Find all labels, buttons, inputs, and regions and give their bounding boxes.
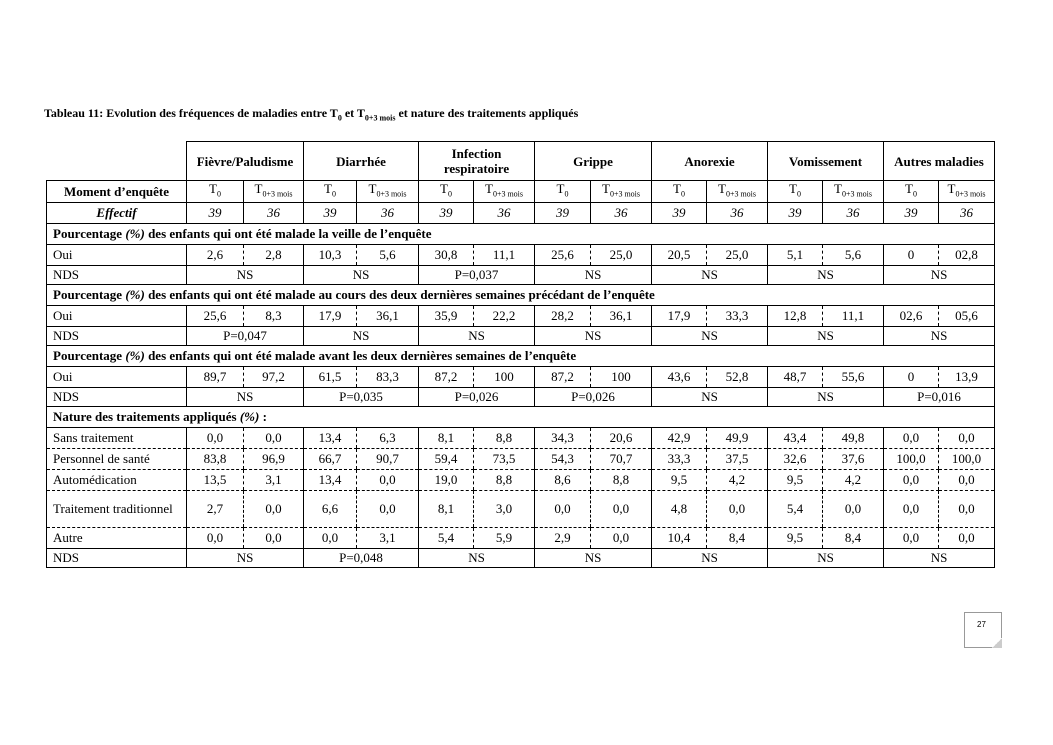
page-fold-icon [992, 638, 1002, 648]
data-cell: 100 [474, 366, 535, 387]
data-cell: 49,8 [823, 427, 884, 448]
t0-header [884, 181, 939, 203]
section-title-row [47, 284, 995, 305]
data-cell: 73,5 [474, 448, 535, 469]
effectif-value: 36 [474, 202, 535, 223]
data-cell: 43,6 [652, 366, 707, 387]
data-cell: 97,2 [244, 366, 304, 387]
data-row [47, 527, 995, 548]
nds-label: NDS [47, 548, 187, 567]
t0-header [768, 181, 823, 203]
t-base: T [324, 181, 332, 196]
data-cell: 5,4 [768, 490, 823, 527]
data-cell: 11,1 [474, 244, 535, 265]
data-cell: 48,7 [768, 366, 823, 387]
t-base: T [601, 181, 610, 196]
t3-header [823, 181, 884, 203]
data-cell: 8,3 [244, 305, 304, 326]
data-cell: 4,2 [707, 469, 768, 490]
data-cell: 70,7 [591, 448, 652, 469]
t3-header [244, 181, 304, 203]
data-cell: 8,8 [591, 469, 652, 490]
data-cell: 13,5 [187, 469, 244, 490]
nds-value: P=0,016 [884, 387, 995, 406]
data-cell: 2,9 [535, 527, 591, 548]
nds-row [47, 265, 995, 284]
data-cell: 12,8 [768, 305, 823, 326]
data-cell: 0,0 [535, 490, 591, 527]
nds-value: NS [652, 387, 768, 406]
data-cell: 0,0 [244, 527, 304, 548]
nds-label: NDS [47, 265, 187, 284]
data-cell: 34,3 [535, 427, 591, 448]
data-cell: 43,4 [768, 427, 823, 448]
nds-value: NS [884, 265, 995, 284]
section-title-b: des enfants qui ont été malade avant les deux dernières semaines de l’enquête [144, 348, 577, 364]
data-cell: 35,9 [419, 305, 474, 326]
data-cell: 0,0 [304, 527, 357, 548]
data-cell: 10,4 [652, 527, 707, 548]
disease-header: Autres maladies [884, 142, 995, 181]
nds-value: NS [652, 326, 768, 345]
t-base: T [673, 181, 681, 196]
data-cell: 5,1 [768, 244, 823, 265]
nds-value: NS [768, 326, 884, 345]
data-cell: 2,7 [187, 490, 244, 527]
t-subscript: 0 [680, 189, 685, 199]
effectif-value: 36 [357, 202, 419, 223]
page-number: 27 [977, 620, 986, 629]
t-base: T [209, 181, 217, 196]
data-row [47, 448, 995, 469]
data-cell: 30,8 [419, 244, 474, 265]
t3-header [591, 181, 652, 203]
t-base: T [556, 181, 565, 196]
section-title-row [47, 406, 995, 427]
t-subscript: 0 [331, 189, 336, 199]
data-cell: 0 [884, 366, 939, 387]
nds-value: P=0,037 [419, 265, 535, 284]
nds-value: NS [304, 265, 419, 284]
row-label: Sans traitement [47, 427, 187, 448]
nds-value: NS [535, 326, 652, 345]
data-cell: 0,0 [939, 490, 995, 527]
row-label: Oui [47, 366, 187, 387]
t-subscript: 0 [216, 189, 221, 199]
data-cell: 33,3 [652, 448, 707, 469]
data-cell: 0,0 [591, 490, 652, 527]
nds-value: NS [535, 265, 652, 284]
data-row [47, 469, 995, 490]
data-cell: 4,8 [652, 490, 707, 527]
data-cell: 0,0 [884, 427, 939, 448]
row-label: Automédication [47, 469, 187, 490]
data-cell: 33,3 [707, 305, 768, 326]
t-subscript: 0 [447, 189, 452, 199]
data-cell: 13,9 [939, 366, 995, 387]
data-cell: 5,4 [419, 527, 474, 548]
data-cell: 89,7 [187, 366, 244, 387]
data-row [47, 490, 995, 527]
nds-value: P=0,048 [304, 548, 419, 567]
t-base: T [947, 181, 956, 196]
data-cell: 17,9 [304, 305, 357, 326]
data-cell: 42,9 [652, 427, 707, 448]
data-row [47, 244, 995, 265]
data-cell: 3,1 [357, 527, 419, 548]
data-cell: 0,0 [707, 490, 768, 527]
data-cell: 32,6 [768, 448, 823, 469]
data-cell: 0 [884, 244, 939, 265]
t-base: T [484, 181, 493, 196]
effectif-value: 39 [652, 202, 707, 223]
data-cell: 9,5 [768, 469, 823, 490]
t-base: T [254, 181, 263, 196]
data-cell: 0,0 [244, 490, 304, 527]
t-subscript: 0 [796, 189, 801, 199]
data-cell: 25,0 [707, 244, 768, 265]
effectif-value: 39 [884, 202, 939, 223]
data-cell: 22,2 [474, 305, 535, 326]
data-cell: 8,1 [419, 490, 474, 527]
nds-value: NS [768, 387, 884, 406]
data-cell: 5,9 [474, 527, 535, 548]
t-subscript: 0 [564, 189, 569, 199]
data-cell: 4,2 [823, 469, 884, 490]
nds-label: NDS [47, 326, 187, 345]
section-title-b: des enfants qui ont été malade au cours des deux dernières semaines précédant de l’enquête [144, 287, 655, 303]
nds-value: P=0,026 [535, 387, 652, 406]
nds-value: NS [304, 326, 419, 345]
table-caption: Tableau 11: Evolution des fréquences de maladies entre $T_0$ et $T_{0+3 mois}$ et nature des traitements appliqués [44, 106, 579, 123]
section-title-pct: (%) [239, 409, 260, 425]
t-subscript: 0+3 mois [492, 189, 524, 199]
nds-value: NS [419, 548, 535, 567]
effectif-value: 39 [535, 202, 591, 223]
data-cell: 11,1 [823, 305, 884, 326]
section-title [47, 223, 995, 244]
data-cell: 6,6 [304, 490, 357, 527]
row-label: Oui [47, 244, 187, 265]
data-cell: 96,9 [244, 448, 304, 469]
section-title-a: Nature des traitements appliqués [53, 409, 240, 425]
data-cell: 25,0 [591, 244, 652, 265]
t3-header [357, 181, 419, 203]
effectif-value: 39 [768, 202, 823, 223]
nds-value: P=0,047 [187, 326, 304, 345]
data-cell: 0,0 [884, 469, 939, 490]
section-title [47, 284, 995, 305]
nds-value: NS [419, 326, 535, 345]
nds-value: NS [187, 387, 304, 406]
t-base: T [717, 181, 726, 196]
data-cell: 19,0 [419, 469, 474, 490]
data-cell: 9,5 [652, 469, 707, 490]
t0-header [187, 181, 244, 203]
t-subscript: 0+3 mois [609, 189, 641, 199]
data-cell: 0,0 [823, 490, 884, 527]
data-cell: 6,3 [357, 427, 419, 448]
data-cell: 0,0 [939, 427, 995, 448]
nds-label: NDS [47, 387, 187, 406]
t3-header [474, 181, 535, 203]
nds-value: P=0,026 [419, 387, 535, 406]
data-row [47, 427, 995, 448]
data-cell: 8,4 [707, 527, 768, 548]
data-cell: 0,0 [187, 427, 244, 448]
data-cell: 8,1 [419, 427, 474, 448]
data-cell: 02,8 [939, 244, 995, 265]
section-title-b: des enfants qui ont été malade la veille de l’enquête [144, 226, 432, 242]
section-title-a: Pourcentage [53, 348, 126, 364]
t-base: T [440, 181, 448, 196]
t-subscript: 0+3 mois [725, 189, 757, 199]
row-label: Traitement traditionnel [47, 490, 187, 527]
data-cell: 0,0 [357, 490, 419, 527]
data-cell: 8,6 [535, 469, 591, 490]
data-cell: 0,0 [244, 427, 304, 448]
nds-value: NS [652, 265, 768, 284]
data-cell: 28,2 [535, 305, 591, 326]
data-cell: 2,8 [244, 244, 304, 265]
t-subscript: 0+3 mois [262, 189, 293, 199]
data-cell: 3,0 [474, 490, 535, 527]
data-row [47, 305, 995, 326]
header-spacer [47, 142, 187, 181]
nds-value: NS [187, 548, 304, 567]
data-cell: 17,9 [652, 305, 707, 326]
data-cell: 52,8 [707, 366, 768, 387]
data-cell: 8,4 [823, 527, 884, 548]
data-cell: 55,6 [823, 366, 884, 387]
section-title-row [47, 223, 995, 244]
section-title-b: : [259, 409, 267, 425]
data-cell: 100,0 [884, 448, 939, 469]
data-cell: 02,6 [884, 305, 939, 326]
disease-frequency-table [46, 141, 995, 568]
data-cell: 0,0 [884, 527, 939, 548]
nds-row [47, 387, 995, 406]
effectif-value: 36 [707, 202, 768, 223]
data-cell: 87,2 [419, 366, 474, 387]
data-cell: 0,0 [939, 527, 995, 548]
data-cell: 36,1 [591, 305, 652, 326]
data-cell: 61,5 [304, 366, 357, 387]
disease-header-row [47, 142, 995, 181]
effectif-label: Effectif [47, 202, 187, 223]
t-subscript: 0+3 mois [376, 189, 407, 199]
effectif-value: 36 [939, 202, 995, 223]
data-cell: 100 [591, 366, 652, 387]
section-title-pct: (%) [125, 287, 145, 303]
t3-header [939, 181, 995, 203]
nds-value: NS [535, 548, 652, 567]
disease-header: Fièvre/Paludisme [187, 142, 304, 181]
data-cell: 83,8 [187, 448, 244, 469]
data-cell: 10,3 [304, 244, 357, 265]
data-cell: 8,8 [474, 427, 535, 448]
data-cell: 13,4 [304, 427, 357, 448]
t0-header [535, 181, 591, 203]
t-base: T [789, 181, 797, 196]
nds-value: NS [187, 265, 304, 284]
effectif-value: 39 [187, 202, 244, 223]
t-subscript: 0 [912, 189, 917, 199]
section-title-a: Pourcentage [53, 287, 126, 303]
section-title-pct: (%) [125, 348, 145, 364]
effectif-value: 36 [823, 202, 884, 223]
t0-header [304, 181, 357, 203]
t-base: T [905, 181, 913, 196]
effectif-value: 36 [591, 202, 652, 223]
section-title-a: Pourcentage [53, 226, 126, 242]
t0-header [419, 181, 474, 203]
effectif-value: 39 [304, 202, 357, 223]
effectif-value: 36 [244, 202, 304, 223]
data-cell: 90,7 [357, 448, 419, 469]
t3-header [707, 181, 768, 203]
nds-value: NS [652, 548, 768, 567]
data-cell: 3,1 [244, 469, 304, 490]
moment-label: Moment d’enquête [47, 181, 187, 203]
row-label: Autre [47, 527, 187, 548]
section-title [47, 406, 995, 427]
disease-header: Vomissement [768, 142, 884, 181]
nds-value: P=0,035 [304, 387, 419, 406]
data-cell: 20,6 [591, 427, 652, 448]
data-cell: 25,6 [187, 305, 244, 326]
data-cell: 0,0 [591, 527, 652, 548]
data-cell: 0,0 [357, 469, 419, 490]
data-cell: 0,0 [884, 490, 939, 527]
section-title-row [47, 345, 995, 366]
effectif-row [47, 202, 995, 223]
data-cell: 0,0 [187, 527, 244, 548]
data-cell: 66,7 [304, 448, 357, 469]
effectif-value: 39 [419, 202, 474, 223]
nds-row [47, 326, 995, 345]
data-cell: 0,0 [939, 469, 995, 490]
nds-value: NS [884, 326, 995, 345]
data-cell: 25,6 [535, 244, 591, 265]
disease-header: Infection respiratoire [419, 142, 535, 181]
nds-row [47, 548, 995, 567]
nds-value: NS [768, 265, 884, 284]
data-cell: 49,9 [707, 427, 768, 448]
data-cell: 9,5 [768, 527, 823, 548]
data-cell: 37,6 [823, 448, 884, 469]
data-cell: 5,6 [823, 244, 884, 265]
page-number-box [964, 612, 1002, 648]
data-cell: 100,0 [939, 448, 995, 469]
disease-header: Grippe [535, 142, 652, 181]
data-cell: 59,4 [419, 448, 474, 469]
disease-header: Diarrhée [304, 142, 419, 181]
data-cell: 83,3 [357, 366, 419, 387]
data-cell: 54,3 [535, 448, 591, 469]
data-cell: 36,1 [357, 305, 419, 326]
data-cell: 8,8 [474, 469, 535, 490]
data-cell: 2,6 [187, 244, 244, 265]
t0-header [652, 181, 707, 203]
data-cell: 05,6 [939, 305, 995, 326]
moment-row [47, 181, 995, 203]
data-cell: 13,4 [304, 469, 357, 490]
t-base: T [833, 181, 842, 196]
section-title [47, 345, 995, 366]
data-row [47, 366, 995, 387]
nds-value: NS [768, 548, 884, 567]
data-cell: 20,5 [652, 244, 707, 265]
disease-header: Anorexie [652, 142, 768, 181]
t-subscript: 0+3 mois [841, 189, 873, 199]
nds-value: NS [884, 548, 995, 567]
data-cell: 87,2 [535, 366, 591, 387]
t-base: T [368, 181, 377, 196]
row-label: Oui [47, 305, 187, 326]
section-title-pct: (%) [125, 226, 145, 242]
data-cell: 5,6 [357, 244, 419, 265]
row-label: Personnel de santé [47, 448, 187, 469]
t-subscript: 0+3 mois [955, 189, 986, 199]
data-cell: 37,5 [707, 448, 768, 469]
